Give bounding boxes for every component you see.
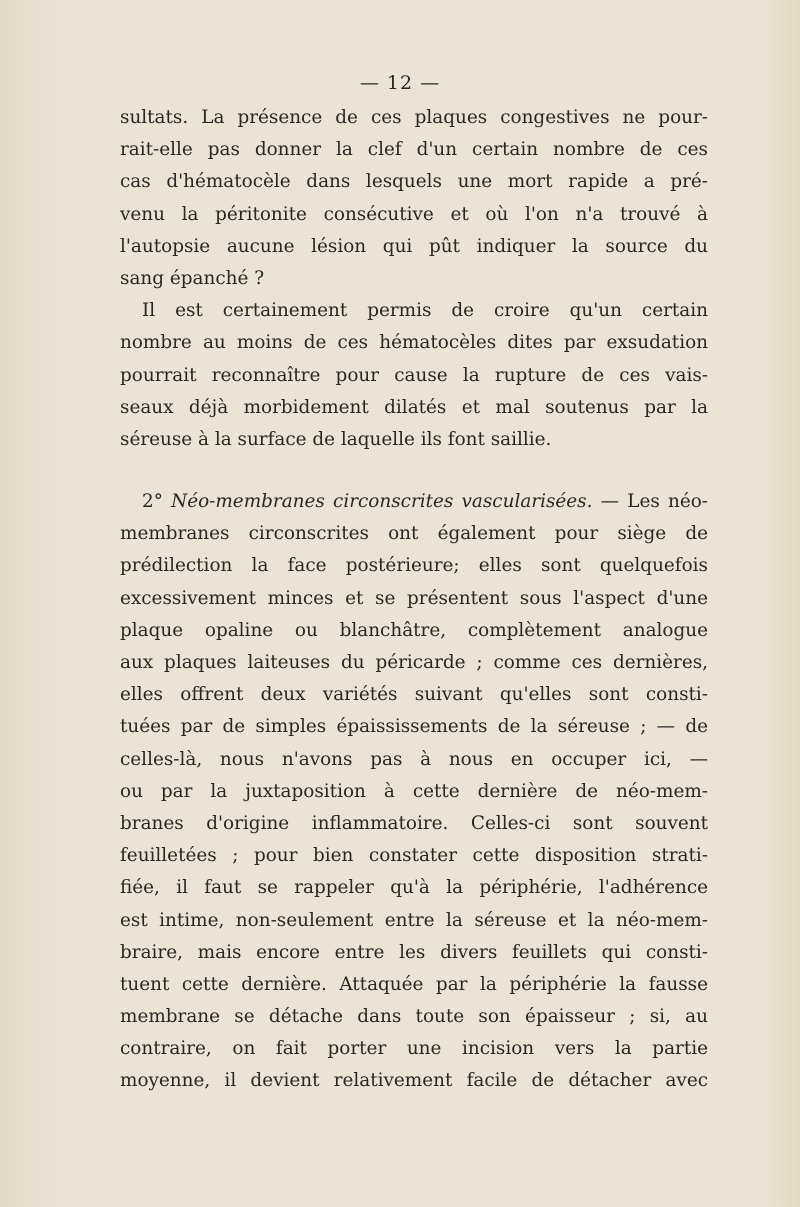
text-line: rait-elle pas donner la clef d'un certain nombre de ces [120,139,708,161]
text-line: feuilletées ; pour bien constater cette disposition strati- [120,845,708,867]
text-line: membranes circonscrites ont également pour siège de [120,523,708,545]
section-title: Néo-membranes circonscrites vascularisées. [171,491,593,513]
section-heading-line [120,486,708,518]
text-line: séreuse à la surface de laquelle ils font saillie. [120,428,552,450]
text-line: nombre au moins de ces hématocèles dites par exsudation [120,332,708,354]
text-line: l'autopsie aucune lésion qui pût indiquer la source du [120,235,708,257]
text-line: est intime, non-seulement entre la séreuse et la néo-mem- [120,909,708,931]
text-line: membrane se détache dans toute son épaisseur ; si, au [120,1006,708,1028]
text-line: moyenne, il devient relativement facile de détacher avec [120,1070,708,1092]
text-line: sultats. La présence de ces plaques congestives ne pour- [120,107,708,128]
text-line: fiée, il faut se rappeler qu'à la périphérie, l'adhérence [120,877,708,899]
text-line: Il est certainement permis de croire qu'un certain [142,300,708,322]
body-text [120,102,708,1098]
text-line: tuent cette dernière. Attaquée par la périphérie la fausse [120,973,708,995]
section-number: 2° [142,491,163,513]
text-line: venu la péritonite consécutive et où l'on n'a trouvé à [120,203,708,225]
section-heading-rest: — Les néo- [600,491,708,513]
text-line: celles-là, nous n'avons pas à nous en occuper ici, — [120,748,708,770]
paragraph-gap [120,456,708,486]
text-line: plaque opaline ou blanchâtre, complètement analogue [120,619,708,641]
page-number: — 12 — [359,72,441,94]
text-line: braire, mais encore entre les divers feuillets qui consti- [120,941,708,963]
text-line: contraire, on fait porter une incision vers la partie [120,1038,708,1060]
text-line: branes d'origine inflammatoire. Celles-ci sont souvent [120,812,708,834]
text-line: excessivement minces et se présentent sous l'aspect d'une [120,587,708,609]
text-line: aux plaques laiteuses du péricarde ; comme ces dernières, [120,652,708,673]
text-line: prédilection la face postérieure; elles sont quelquefois [120,555,708,577]
text-line: tuées par de simples épaississements de la séreuse ; — de [120,716,708,738]
text-line: seaux déjà morbidement dilatés et mal soutenus par la [120,396,708,418]
text-line: pourrait reconnaître pour cause la rupture de ces vais- [120,364,708,386]
text-line: ou par la juxtaposition à cette dernière de néo-mem- [120,780,708,802]
text-line: elles offrent deux variétés suivant qu'elles sont consti- [120,684,708,706]
text-line: sang épanché ? [120,267,265,289]
text-line: cas d'hématocèle dans lesquels une mort rapide a pré- [120,171,708,193]
